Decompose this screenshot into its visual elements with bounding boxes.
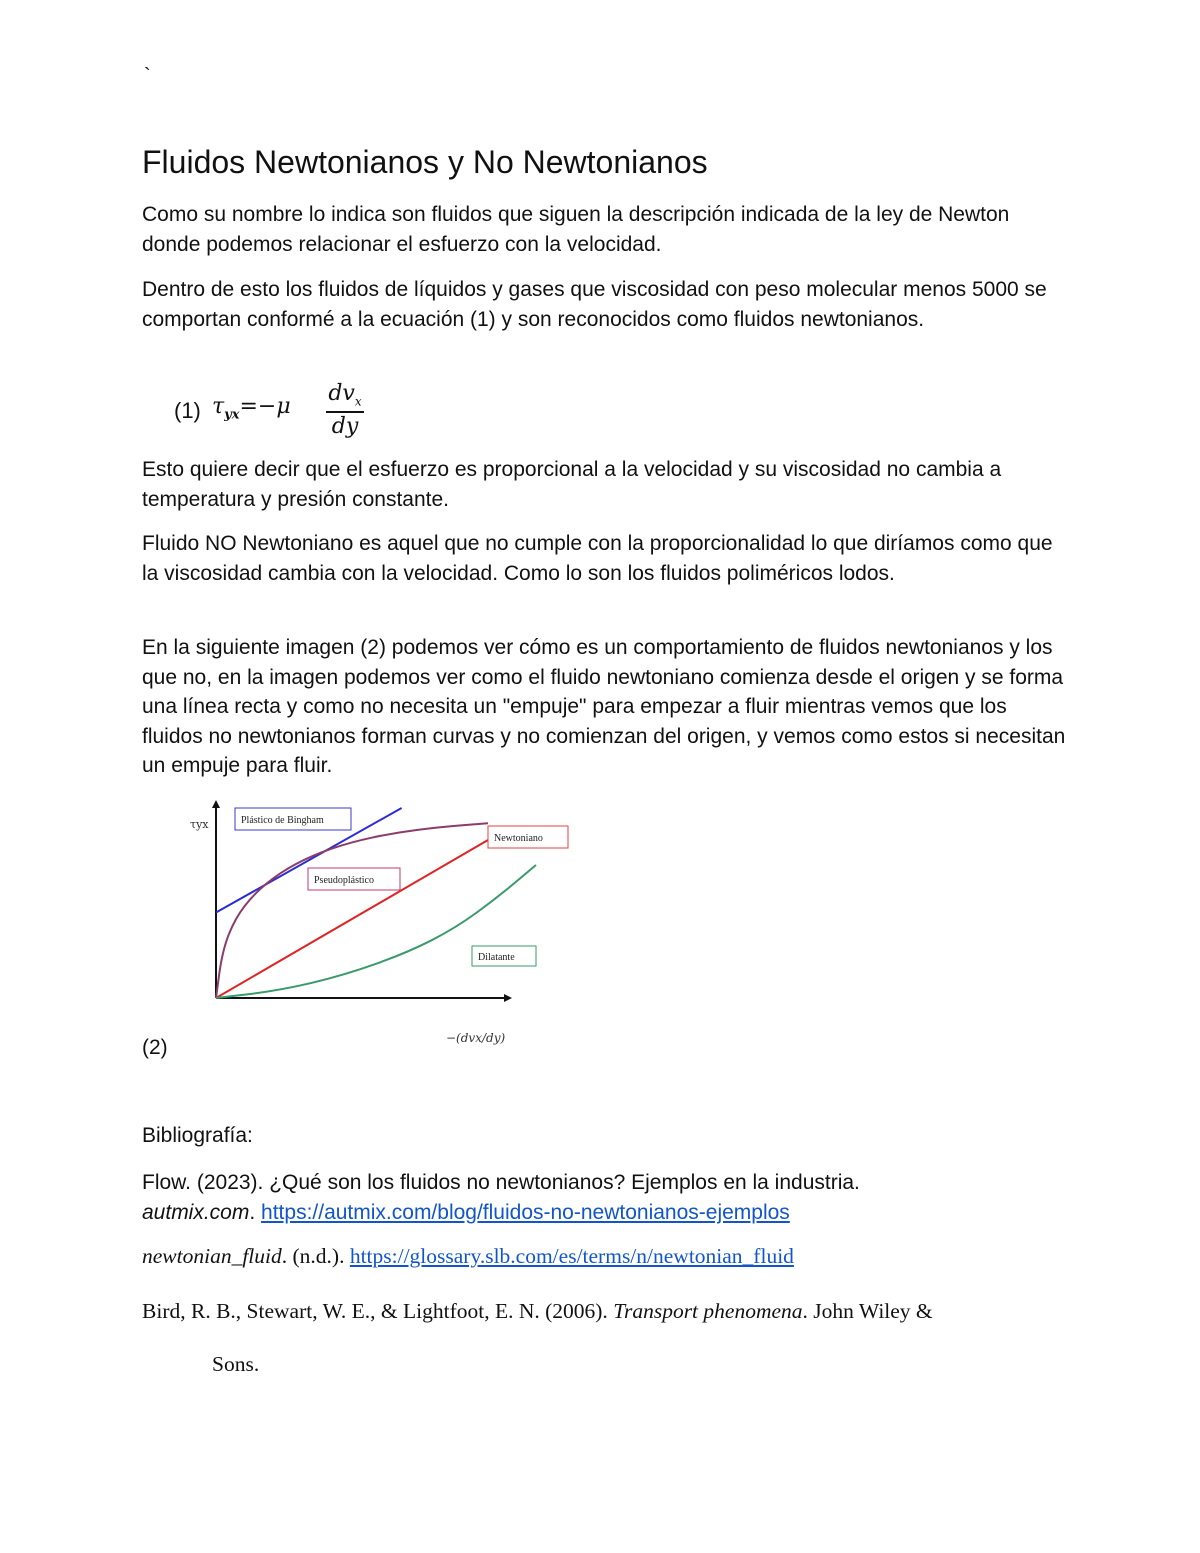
equation-number: (1) [174,398,201,423]
x-axis-arrow [504,994,512,1002]
series-label-3: Dilatante [478,952,515,963]
reference-3-publisher: . John Wiley & [802,1299,933,1323]
series-label-0: Plástico de Bingham [241,815,324,826]
reference-2 [142,1242,1072,1272]
numerator-text: dv [328,381,355,406]
fraction-denominator: dy [331,414,359,439]
paragraph-image-description: En la siguiente imagen (2) podemos ver cómo es un comportamiento de fluidos newtonianos y los que no, en la imagen podemos ver como el fluido newtoniano comienza desde el origen y se forma una línea recta y como no necesita un "empuje" para empezar a fluir mientras vemos que los fluidos no newtonianos forman curvas y no comienzan del origen, y vemos como estos si necesitan un empuje para fluir. [142,636,1066,777]
reference-1-text: Flow. (2023). ¿Qué son los fluidos no newtonianos? Ejemplos en la industria. [142,1171,860,1194]
reference-1-sep: . [249,1200,256,1224]
x-axis-label: −(dvx/dy) [446,1031,506,1045]
stray-tick-mark: ` [144,65,151,87]
reference-3-book: Transport phenomena [613,1299,803,1323]
y-axis-label: τyx [190,818,209,831]
fluid-behavior-chart [178,796,578,1058]
reference-3-authors: Bird, R. B., Stewart, W. E., & Lightfoot, E. N. (2006). [142,1299,608,1323]
reference-1-link[interactable]: https://autmix.com/blog/fluidos-no-newtonianos-ejemplos [261,1200,790,1224]
page-title: Fluidos Newtonianos y No Newtonianos [142,144,708,180]
reference-1-site: autmix.com [142,1200,250,1224]
figure-label: (2) [142,1036,168,1059]
series-label-1: Pseudoplástico [314,875,374,886]
reference-2-link[interactable]: https://glossary.slb.com/es/terms/n/newtonian_fluid [349,1244,794,1268]
paragraph-intro: Como su nombre lo indica son fluidos que siguen la descripción indicada de la ley de Newton donde podemos relacionar el esfuerzo con la velocidad. [142,203,1010,256]
numerator-subscript: x [354,394,362,409]
paragraph-newtonian-definition: Dentro de esto los fluidos de líquidos y gases que viscosidad con peso molecular menos 5000 se comportan conformé a la ecuación (1) y son reconocidos como fluidos newtonianos. [142,278,1047,331]
paragraph-proportional: Esto quiere decir que el esfuerzo es proporcional a la velocidad y su viscosidad no cambia a temperatura y presión constante. [142,458,1002,511]
reference-2-date: . (n.d.). [281,1244,345,1268]
equation-operator: =−μ [239,394,291,419]
reference-3-continuation: Sons. [212,1352,260,1376]
equation-lhs [212,394,291,422]
reference-1 [142,1168,1072,1227]
tau-symbol: τ [212,394,225,419]
chart-svg [178,796,578,1058]
bibliography-heading: Bibliografía: [142,1124,253,1147]
series-label-2: Newtoniano [494,833,543,844]
tau-subscript: yx [224,407,240,423]
series-line-2 [216,827,510,998]
paragraph-non-newtonian: Fluido NO Newtoniano es aquel que no cumple con la proporcionalidad lo que diríamos como que la viscosidad cambia con la velocidad. Como lo son los fluidos poliméricos lodos. [142,532,1053,585]
reference-3 [142,1297,1072,1327]
reference-2-title: newtonian_fluid [142,1244,282,1268]
y-axis-arrow [212,800,220,808]
